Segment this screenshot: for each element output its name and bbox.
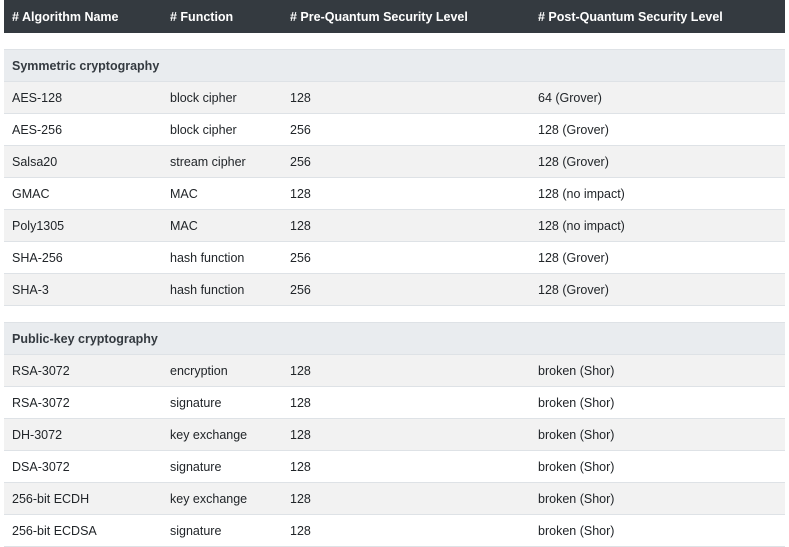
section-title-row bbox=[4, 323, 785, 355]
cell-pre-quantum-level: 128 bbox=[282, 419, 530, 451]
table-row bbox=[4, 419, 785, 451]
cell-algorithm-name: DSA-3072 bbox=[4, 451, 162, 483]
cell-post-quantum-level: 128 (Grover) bbox=[530, 146, 785, 178]
cell-algorithm-name: RSA-3072 bbox=[4, 387, 162, 419]
section-spacer bbox=[4, 33, 785, 50]
section-title-row bbox=[4, 50, 785, 82]
cell-function: signature bbox=[162, 451, 282, 483]
cell-algorithm-name: AES-256 bbox=[4, 114, 162, 146]
cell-algorithm-name: SHA-3 bbox=[4, 274, 162, 306]
section-symmetric-rows bbox=[4, 82, 785, 306]
table-row bbox=[4, 242, 785, 274]
table-row bbox=[4, 451, 785, 483]
cell-pre-quantum-level: 128 bbox=[282, 387, 530, 419]
cell-post-quantum-level: broken (Shor) bbox=[530, 451, 785, 483]
cell-algorithm-name: DH-3072 bbox=[4, 419, 162, 451]
cell-post-quantum-level: broken (Shor) bbox=[530, 355, 785, 387]
cell-pre-quantum-level: 256 bbox=[282, 242, 530, 274]
header-post-quantum-level: # Post-Quantum Security Level bbox=[530, 0, 785, 33]
table-header bbox=[4, 0, 785, 33]
cell-function: stream cipher bbox=[162, 146, 282, 178]
cell-pre-quantum-level: 128 bbox=[282, 515, 530, 547]
cell-function: key exchange bbox=[162, 419, 282, 451]
table-row bbox=[4, 210, 785, 242]
table-row bbox=[4, 387, 785, 419]
cell-post-quantum-level: 64 (Grover) bbox=[530, 82, 785, 114]
table-row bbox=[4, 355, 785, 387]
cell-pre-quantum-level: 128 bbox=[282, 178, 530, 210]
cell-pre-quantum-level: 128 bbox=[282, 483, 530, 515]
cell-pre-quantum-level: 128 bbox=[282, 82, 530, 114]
table-row bbox=[4, 483, 785, 515]
table-row bbox=[4, 114, 785, 146]
cell-pre-quantum-level: 128 bbox=[282, 210, 530, 242]
cell-post-quantum-level: broken (Shor) bbox=[530, 387, 785, 419]
section-public-key-header bbox=[4, 306, 785, 355]
section-title: Symmetric cryptography bbox=[4, 50, 785, 82]
cell-pre-quantum-level: 256 bbox=[282, 274, 530, 306]
cell-function: hash function bbox=[162, 242, 282, 274]
cell-function: hash function bbox=[162, 274, 282, 306]
section-spacer bbox=[4, 306, 785, 323]
cell-post-quantum-level: 128 (Grover) bbox=[530, 242, 785, 274]
table-row bbox=[4, 82, 785, 114]
security-table-wrapper bbox=[4, 0, 785, 547]
table-row bbox=[4, 146, 785, 178]
cell-algorithm-name: AES-128 bbox=[4, 82, 162, 114]
cell-post-quantum-level: 128 (Grover) bbox=[530, 114, 785, 146]
cell-algorithm-name: RSA-3072 bbox=[4, 355, 162, 387]
cell-algorithm-name: Salsa20 bbox=[4, 146, 162, 178]
cell-post-quantum-level: 128 (Grover) bbox=[530, 274, 785, 306]
cell-function: MAC bbox=[162, 178, 282, 210]
section-title: Public-key cryptography bbox=[4, 323, 785, 355]
cell-function: block cipher bbox=[162, 82, 282, 114]
table-row bbox=[4, 515, 785, 547]
header-row bbox=[4, 0, 785, 33]
cell-pre-quantum-level: 256 bbox=[282, 146, 530, 178]
cell-algorithm-name: 256-bit ECDH bbox=[4, 483, 162, 515]
cell-post-quantum-level: 128 (no impact) bbox=[530, 178, 785, 210]
cell-function: signature bbox=[162, 387, 282, 419]
table-row bbox=[4, 274, 785, 306]
cell-algorithm-name: 256-bit ECDSA bbox=[4, 515, 162, 547]
cell-function: key exchange bbox=[162, 483, 282, 515]
cell-function: signature bbox=[162, 515, 282, 547]
cell-pre-quantum-level: 128 bbox=[282, 355, 530, 387]
cell-function: encryption bbox=[162, 355, 282, 387]
section-symmetric-header bbox=[4, 33, 785, 82]
cell-post-quantum-level: 128 (no impact) bbox=[530, 210, 785, 242]
header-pre-quantum-level: # Pre-Quantum Security Level bbox=[282, 0, 530, 33]
cell-pre-quantum-level: 128 bbox=[282, 451, 530, 483]
cell-algorithm-name: GMAC bbox=[4, 178, 162, 210]
section-public-key-rows bbox=[4, 355, 785, 547]
cell-post-quantum-level: broken (Shor) bbox=[530, 483, 785, 515]
cell-algorithm-name: Poly1305 bbox=[4, 210, 162, 242]
security-levels-table bbox=[4, 0, 785, 547]
cell-post-quantum-level: broken (Shor) bbox=[530, 515, 785, 547]
cell-function: block cipher bbox=[162, 114, 282, 146]
table-row bbox=[4, 178, 785, 210]
cell-pre-quantum-level: 256 bbox=[282, 114, 530, 146]
cell-function: MAC bbox=[162, 210, 282, 242]
header-function: # Function bbox=[162, 0, 282, 33]
cell-post-quantum-level: broken (Shor) bbox=[530, 419, 785, 451]
cell-algorithm-name: SHA-256 bbox=[4, 242, 162, 274]
header-algorithm-name: # Algorithm Name bbox=[4, 0, 162, 33]
